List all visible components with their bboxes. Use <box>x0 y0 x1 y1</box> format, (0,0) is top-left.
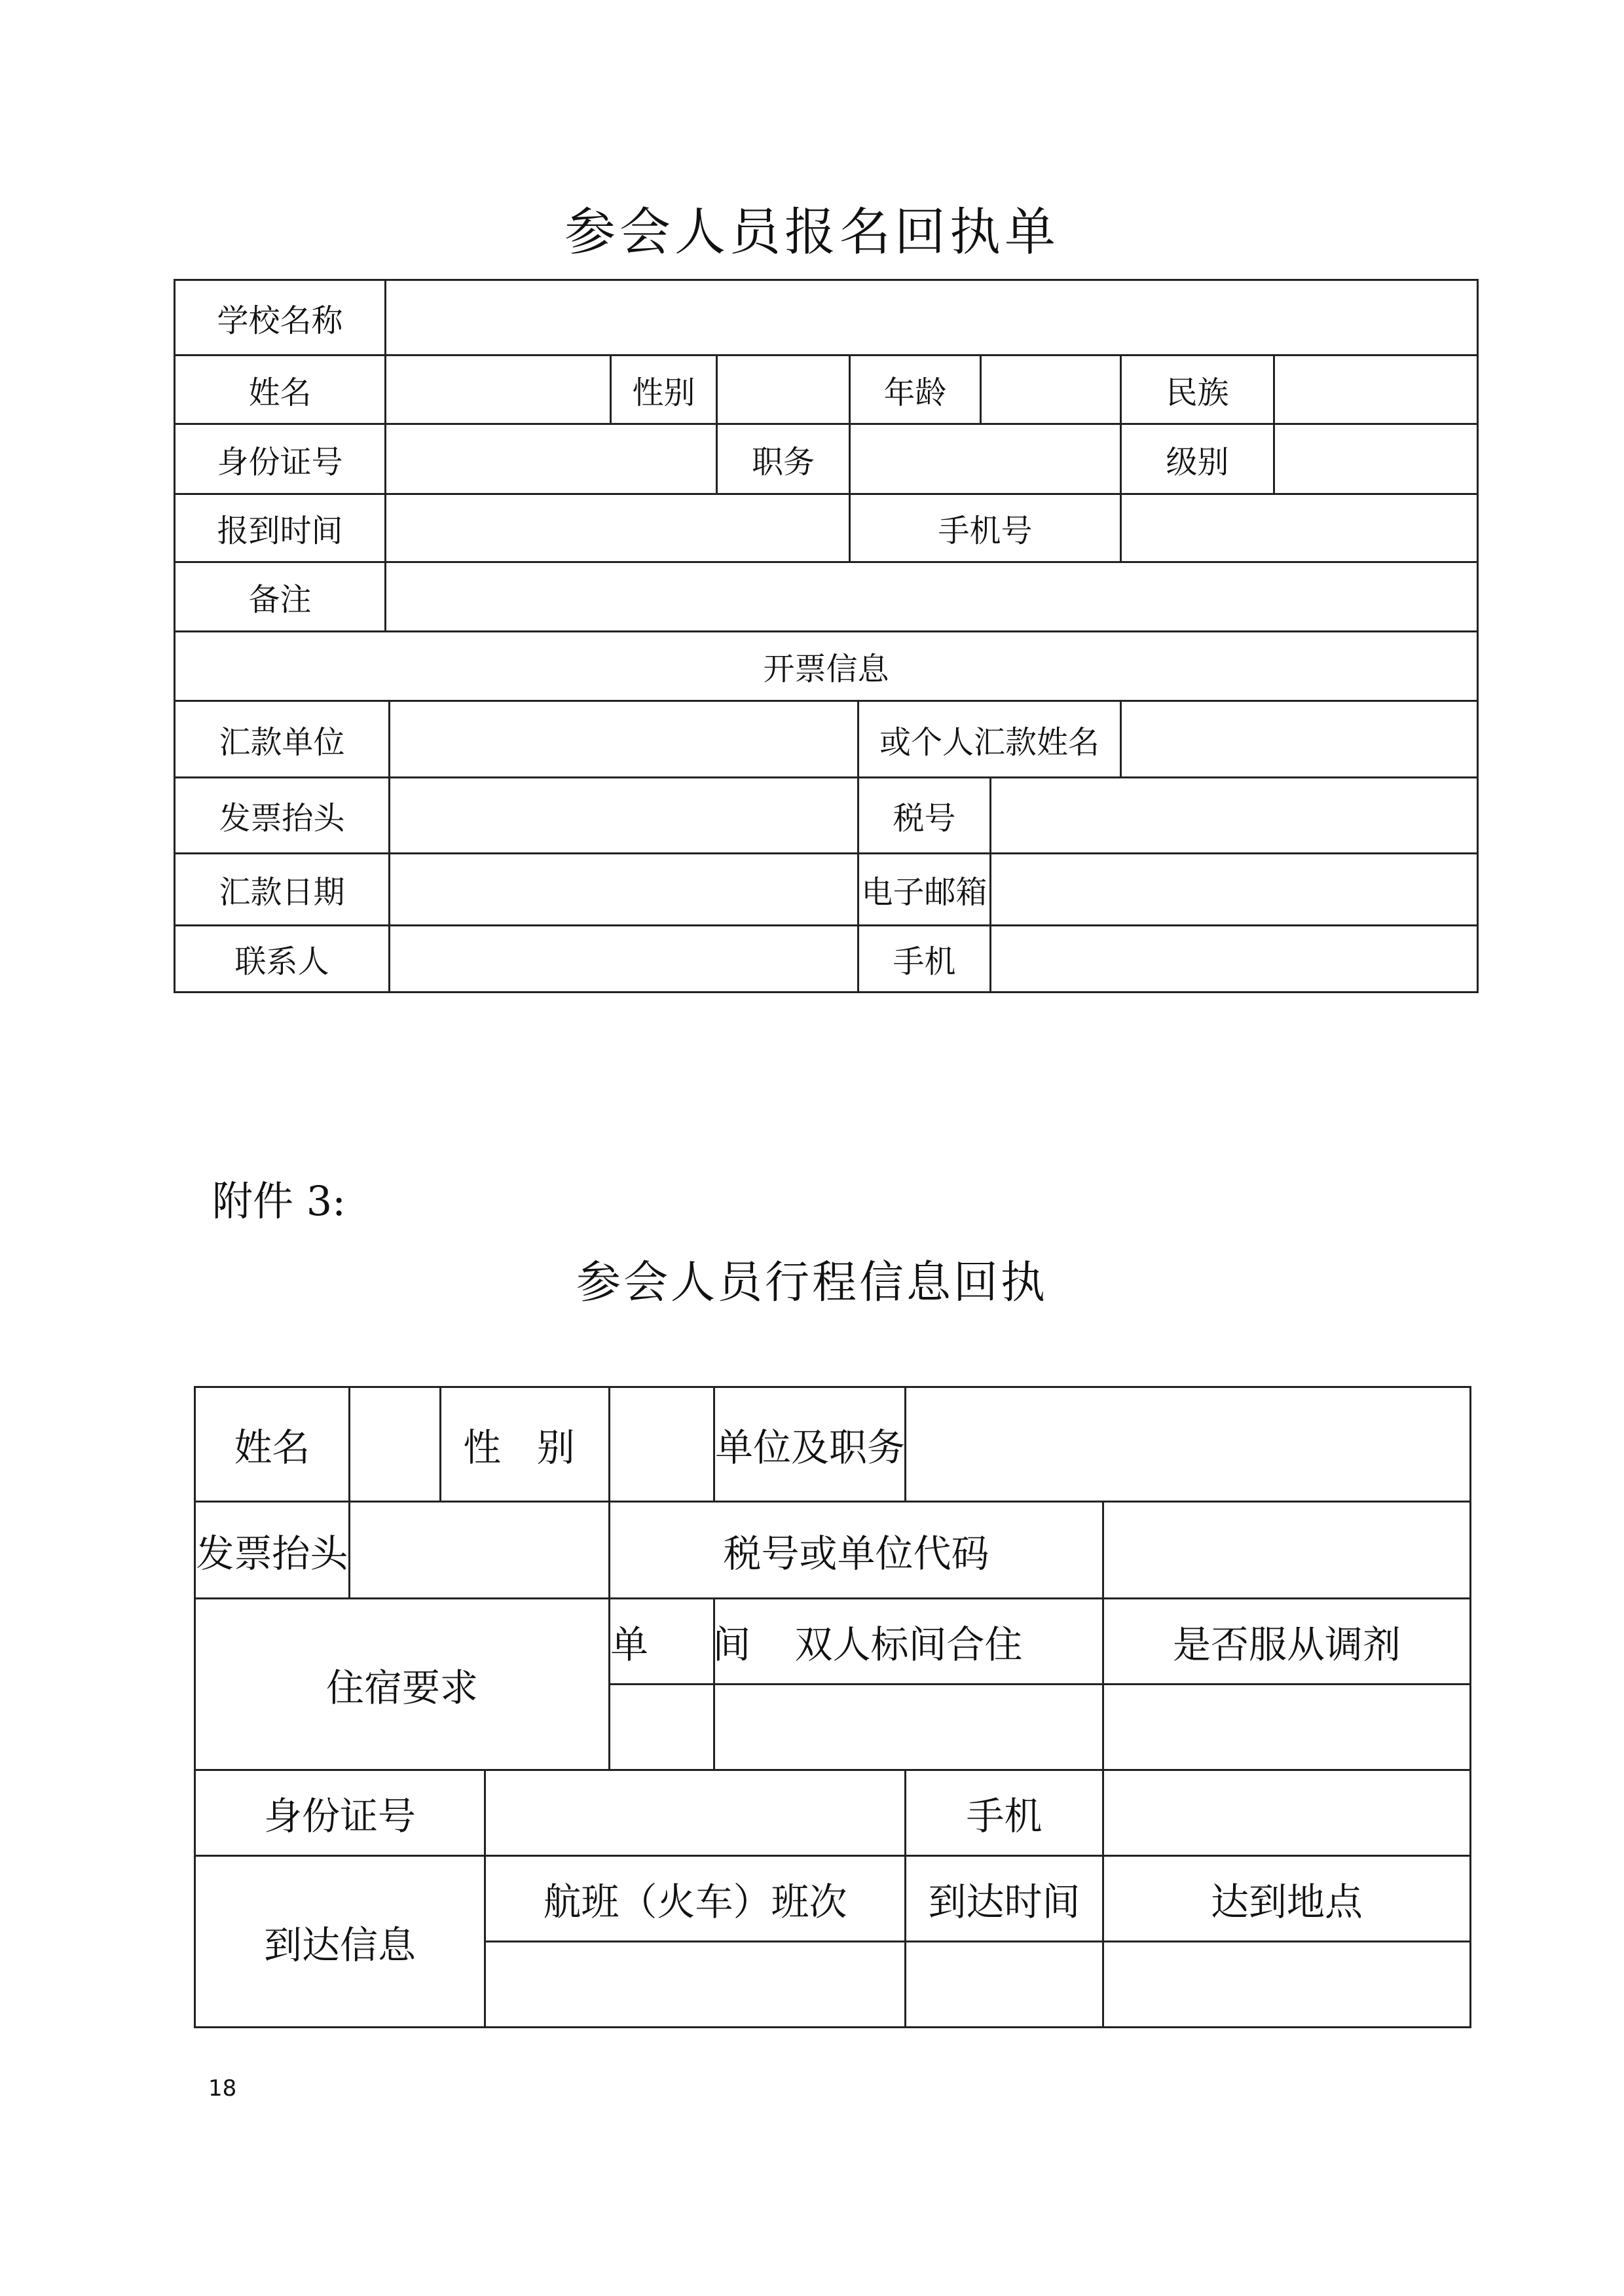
input-id-number[interactable] <box>386 424 717 494</box>
label-shared-twin: 双人标间合住 <box>714 1599 1103 1685</box>
label-accept-adjust: 是否服从调剂 <box>1103 1599 1471 1685</box>
label-name: 姓名 <box>195 1387 350 1502</box>
label-gender: 性 别 <box>441 1387 610 1502</box>
registration-form-table <box>174 279 1479 993</box>
row-name <box>175 355 1478 424</box>
input-name[interactable] <box>350 1387 441 1502</box>
input-arrival-place[interactable] <box>1103 1942 1471 2028</box>
row-id-number <box>175 424 1478 494</box>
annex-label: 附件 3: <box>212 1177 346 1225</box>
input-unit-position[interactable] <box>906 1387 1471 1502</box>
label-tax-number: 税号 <box>858 778 991 854</box>
input-mobile-number[interactable] <box>1121 494 1478 562</box>
row-invoice <box>195 1502 1471 1599</box>
label-invoice-title: 发票抬头 <box>195 1502 350 1599</box>
label-ethnicity: 民族 <box>1121 355 1274 424</box>
row-remit-date <box>175 854 1478 926</box>
input-ethnicity[interactable] <box>1274 355 1478 424</box>
row-invoice-title <box>175 778 1478 854</box>
input-remarks[interactable] <box>386 562 1478 632</box>
input-arrival-time[interactable] <box>386 494 850 562</box>
row-accommodation-options <box>195 1599 1471 1685</box>
label-mobile-number: 手机号 <box>850 494 1121 562</box>
input-remitting-unit[interactable] <box>390 701 858 778</box>
input-mobile[interactable] <box>991 926 1478 993</box>
input-contact-person[interactable] <box>390 926 858 993</box>
label-individual-remitter: 或个人汇款姓名 <box>858 701 1121 778</box>
input-name[interactable] <box>386 355 611 424</box>
input-remit-date[interactable] <box>390 854 858 926</box>
label-age: 年龄 <box>850 355 981 424</box>
label-gender: 性别 <box>611 355 717 424</box>
label-invoice-title: 发票抬头 <box>175 778 390 854</box>
registration-form-title: 参会人员报名回执单 <box>564 203 1060 262</box>
label-school-name: 学校名称 <box>175 280 386 355</box>
row-school-name <box>175 280 1478 355</box>
label-email: 电子邮箱 <box>858 854 991 926</box>
label-accommodation: 住宿要求 <box>195 1599 610 1770</box>
input-shared-twin[interactable] <box>714 1685 1103 1770</box>
input-tax-number[interactable] <box>991 778 1478 854</box>
row-name-gender-unit <box>195 1387 1471 1502</box>
label-tax-or-unit-code: 税号或单位代码 <box>610 1502 1103 1599</box>
label-arrival-place: 达到地点 <box>1103 1856 1471 1942</box>
row-arrival-headers <box>195 1856 1471 1942</box>
label-mobile: 手机 <box>906 1770 1103 1856</box>
label-position: 职务 <box>717 424 850 494</box>
input-mobile[interactable] <box>1103 1770 1471 1856</box>
label-unit-position: 单位及职务 <box>714 1387 906 1502</box>
label-arrival-info: 到达信息 <box>195 1856 485 2028</box>
row-contact-person <box>175 926 1478 993</box>
input-email[interactable] <box>991 854 1478 926</box>
input-id-number[interactable] <box>485 1770 906 1856</box>
input-gender[interactable] <box>610 1387 714 1502</box>
label-id-number: 身份证号 <box>195 1770 485 1856</box>
itinerary-form-title: 参会人员行程信息回执 <box>576 1257 1048 1309</box>
label-remit-date: 汇款日期 <box>175 854 390 926</box>
input-single-room[interactable] <box>610 1685 714 1770</box>
row-remarks <box>175 562 1478 632</box>
row-invoice-section <box>175 632 1478 701</box>
label-arrival-time: 报到时间 <box>175 494 386 562</box>
label-flight-train: 航班（火车）班次 <box>485 1856 906 1942</box>
input-age[interactable] <box>981 355 1121 424</box>
label-arrival-time: 到达时间 <box>906 1856 1103 1942</box>
label-mobile: 手机 <box>858 926 991 993</box>
input-gender[interactable] <box>717 355 850 424</box>
label-remarks: 备注 <box>175 562 386 632</box>
input-school-name[interactable] <box>386 280 1478 355</box>
row-remitting-unit <box>175 701 1478 778</box>
label-contact-person: 联系人 <box>175 926 390 993</box>
input-accept-adjust[interactable] <box>1103 1685 1471 1770</box>
row-arrival-time <box>175 494 1478 562</box>
row-id-mobile <box>195 1770 1471 1856</box>
invoice-section-header: 开票信息 <box>175 632 1478 701</box>
itinerary-form-table <box>194 1386 1471 2028</box>
label-rank: 级别 <box>1121 424 1274 494</box>
input-rank[interactable] <box>1274 424 1478 494</box>
input-tax-or-unit-code[interactable] <box>1103 1502 1471 1599</box>
input-position[interactable] <box>850 424 1121 494</box>
input-flight-train[interactable] <box>485 1942 906 2028</box>
input-invoice-title[interactable] <box>350 1502 610 1599</box>
input-arrival-time[interactable] <box>906 1942 1103 2028</box>
input-individual-remitter[interactable] <box>1121 701 1478 778</box>
label-id-number: 身份证号 <box>175 424 386 494</box>
label-single-room: 单 间 <box>610 1599 714 1685</box>
input-invoice-title[interactable] <box>390 778 858 854</box>
page-number: 18 <box>208 2075 237 2102</box>
label-remitting-unit: 汇款单位 <box>175 701 390 778</box>
label-name: 姓名 <box>175 355 386 424</box>
